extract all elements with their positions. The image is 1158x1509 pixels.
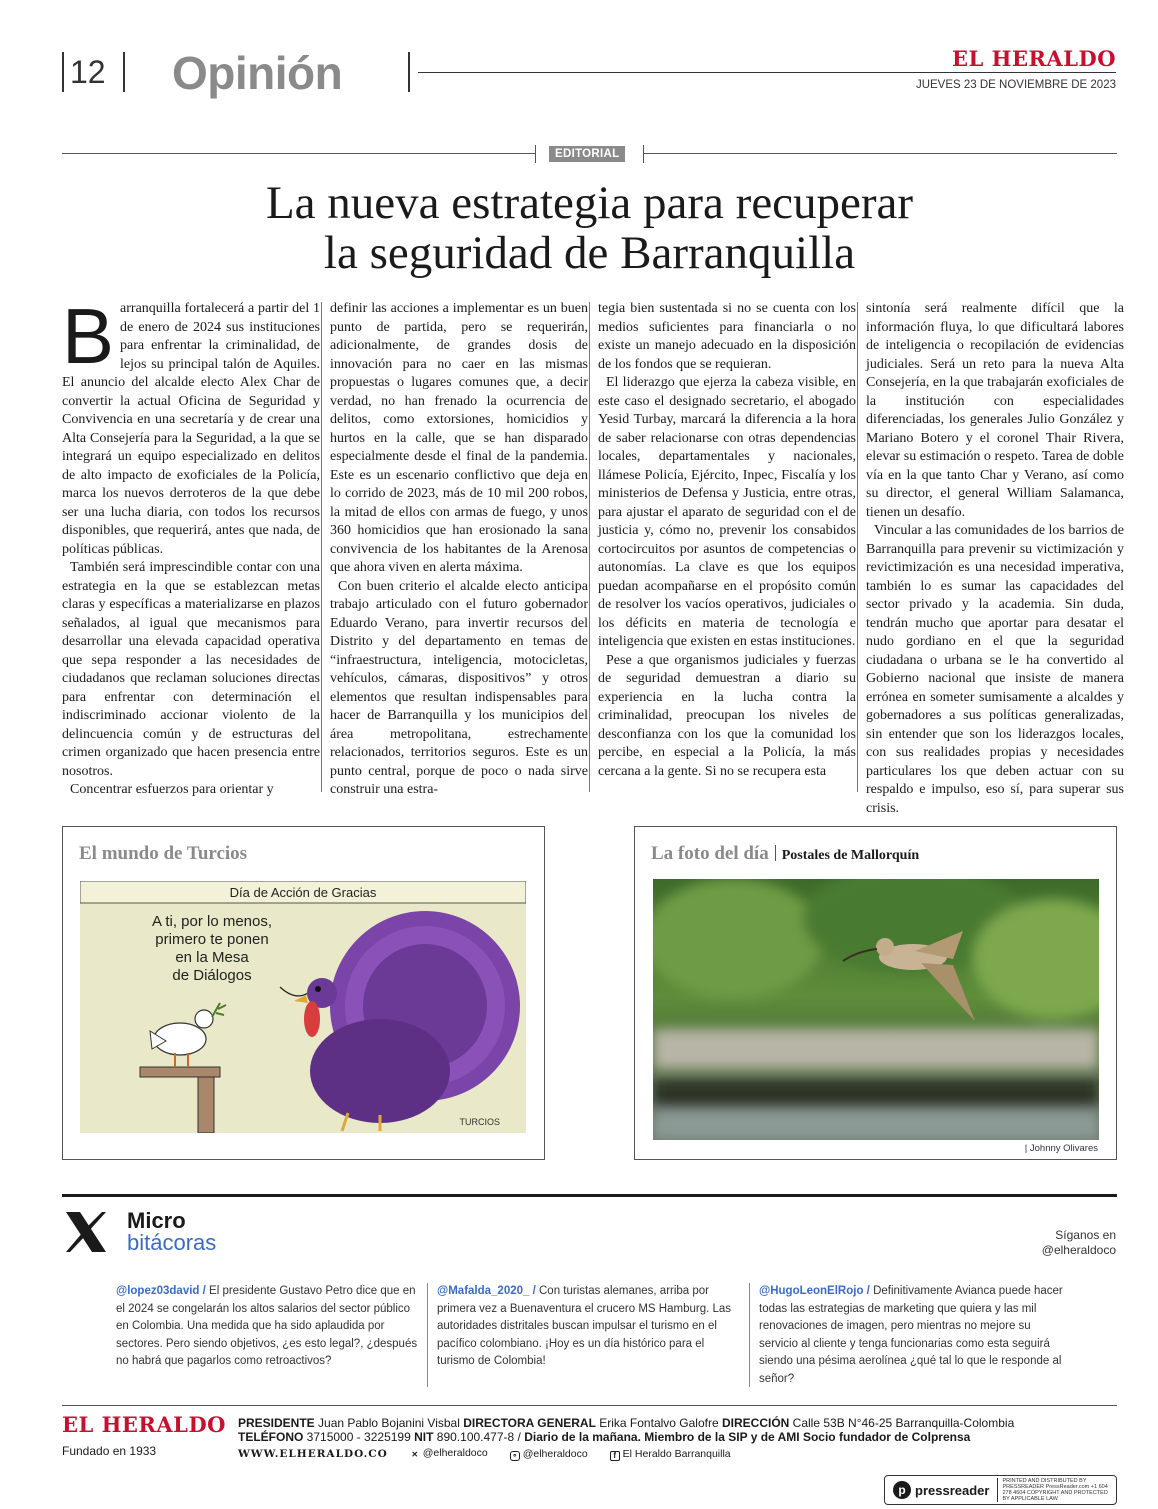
micro-rule bbox=[62, 1194, 1117, 1197]
photo-title: La foto del día bbox=[651, 843, 769, 864]
facebook-link[interactable]: f El Heraldo Barranquilla bbox=[610, 1448, 731, 1461]
instagram-link[interactable]: ∘ @elheraldoco bbox=[510, 1448, 588, 1461]
tweet-divider bbox=[427, 1283, 428, 1387]
editorial-tag: EDITORIAL bbox=[549, 146, 625, 162]
editorial-tick bbox=[535, 145, 536, 163]
imprint-line-2: TELÉFONO 3715000 - 3225199 NIT 890.100.477-8 / Diario de la mañana. Miembro de la SIP y de AMI Socio fundador de Colprensa bbox=[238, 1430, 971, 1444]
footer-logo: EL HERALDO bbox=[62, 1412, 226, 1437]
micro-title: Micro bbox=[127, 1208, 186, 1233]
paragraph: Vincular a las comunidades de los barrios de Barranquilla para prevenir su victimización y revictimización es una necesidad imperativa, también lo es sumar las capacidades del sector privado y la academia. Sin duda, tendrán mucho que aportar para desatar el nudo gordiano en el que la seguridad ciudadana o urbana se le ha convertido al Gobierno nacional que insiste de manera errónea en someter sumisamente a alcaldes y gobernadores a sus políticas generalizadas, sin entender que son los liderazgos locales, con sus realidades propias y necesidades particulares los que deben actuar con su respaldo e impulso, eso sí, para superar sus crisis. bbox=[866, 523, 1124, 816]
paragraph: También será imprescindible contar con una estrategia en la que se establezcan metas claras y específicas a materializarse en plazos señalados, al igual que mecanismos para desarrollar una elevada capacidad operativa que sepa responder a las necesidades de ciudadanos que reclaman soluciones directas para enfrentar con determinación el indiscriminado accionar violento de la delincuencia común y de estructuras del crimen organizado que hacen presencia entre nosotros. bbox=[62, 560, 320, 779]
article-column-1 bbox=[62, 292, 320, 800]
title-divider bbox=[775, 845, 776, 861]
photo-credit: | Johnny Olivares bbox=[1024, 1143, 1098, 1154]
follow-handle[interactable]: @elheraldoco bbox=[1041, 1243, 1116, 1257]
imprint-line-1: PRESIDENTE Juan Pablo Bojanini Visbal DIRECTORA GENERAL Erika Fontalvo Galofre DIRECCIÓN Calle 53B N°46-25 Barranquilla-Colombia bbox=[238, 1416, 1015, 1430]
column-divider bbox=[589, 302, 590, 792]
founded-label: Fundado en 1933 bbox=[62, 1444, 157, 1458]
photo-box-title bbox=[651, 843, 919, 865]
page-number: 12 bbox=[70, 54, 106, 90]
article-column-3 bbox=[598, 300, 856, 781]
speech-line: en la Mesa bbox=[175, 949, 249, 966]
cartoon-box bbox=[62, 826, 545, 1160]
pressreader-icon: p bbox=[893, 1481, 911, 1499]
website-link[interactable]: WWW.ELHERALDO.CO bbox=[238, 1448, 388, 1460]
instagram-icon: ∘ bbox=[510, 1451, 520, 1461]
cartoon-banner: Día de Acción de Gracias bbox=[229, 885, 377, 900]
turkey-cartoon bbox=[80, 881, 526, 1133]
paragraph: Pese a que organismos judiciales y fuerzas de seguridad demuestran a diario su experiencia en la lucha contra la criminalidad, preocupan los niveles de desconfianza con los que la comunidad los percibe, en especial a la Policía, la más cercana a la gente. Si no se recupera esta bbox=[598, 652, 856, 779]
paragraph: El liderazgo que ejerza la cabeza visible, en este caso el designado secretario, el abogado Yesid Turbay, marcará la diferencia a la hora de saber relacionarse con otras dependencias locales, departamentales y nacionales, llámese Policía, Ejército, Inpec, Fiscalía y los ministerios de Defensa y Justicia, entre otras, para ajustar el aparato de seguridad con el de justicia y, cómo no, prevenir los consabidos cortocircuitos por asuntos de competencias o autonomías. La clave es que los equipos puedan acompañarse en el propósito común de resolver los vacíos operativos, judiciales o los déficits en materia de tecnología e inteligencia que existen en estas instituciones. bbox=[598, 375, 856, 649]
speech-line: primero te ponen bbox=[155, 931, 269, 948]
tweet-text: El presidente Gustavo Petro dice que en el 2024 se congelarán los altos salarios del sector público en Colombia. Una medida que ha sido aplaudida por sectores. Pero siendo objetivos, ¿es esto legal?, ¿después no habrá que pagarlos como retroactivos? bbox=[116, 1285, 418, 1367]
micro-subtitle: bitácoras bbox=[127, 1230, 217, 1255]
speech-line: A ti, por lo menos, bbox=[151, 913, 273, 930]
tweet-text: Definitivamente Avianca puede hacer todas las estrategias de marketing que quiera y las mil renovaciones de imagen, pero mientras no mejore su servicio al cliente y tenga funcionarias como esta seguirá siendo una pésima aerolínea ¿qué tal lo que le responde al señor? bbox=[759, 1285, 1063, 1385]
tweet-text: Con turistas alemanes, arriba por primera vez a Buenaventura el crucero MS Hamburg. Las autoridades distritales buscan impulsar el turismo en el pacífico colombiano. ¡Hoy es un día histórico para el turismo de Colombia! bbox=[437, 1285, 732, 1367]
facebook-icon: f bbox=[610, 1451, 620, 1461]
editorial-rule-right bbox=[643, 153, 1117, 154]
social-links bbox=[238, 1447, 731, 1461]
header-divider bbox=[62, 52, 64, 92]
paragraph: Concentrar esfuerzos para orientar y bbox=[70, 782, 274, 797]
article-column-4 bbox=[866, 300, 1124, 818]
pressreader-badge bbox=[884, 1475, 1117, 1505]
paragraph: Con buen criterio el alcalde electo anticipa trabajo articulado con el futuro gobernador Eduardo Verano, para invertir recursos del Distrito y del departamento en temas de “infraestructura, inteligencia, motocicletas, vehículos, cámaras, dispositivos” y otros elementos que resultan indispensables para hacer de Barranquilla y los municipios del área metropolitana, estrechamente relacionados, territorios seguros. Este es un punto central, porque de poco o nada sirve construir una estra- bbox=[330, 578, 588, 797]
editorial-headline bbox=[62, 178, 1117, 278]
photo-box bbox=[634, 826, 1117, 1160]
footer-rule bbox=[62, 1405, 1117, 1406]
pressreader-fine-print: PRINTED AND DISTRIBUTED BY PRESSREADER PressReader.com +1 604 278 4604 COPYRIGHT AND PROTECTED BY APPLICABLE LAW bbox=[997, 1478, 1115, 1502]
imprint bbox=[238, 1416, 1118, 1444]
headline-line-1: La nueva estrategia para recuperar bbox=[265, 177, 914, 229]
header-rule bbox=[418, 72, 1116, 73]
speech-line: de Diálogos bbox=[172, 967, 252, 984]
header-divider bbox=[408, 52, 410, 92]
cartoon-signature: TURCIOS bbox=[459, 1117, 500, 1127]
paragraph: arranquilla fortalecerá a partir del 1 de enero de 2024 sus instituciones para enfrentar la criminalidad, de lejos su principal talón de Aquiles. El anuncio del alcalde electo Alex Char de convertir la actual Oficina de Seguridad y Convivencia en una secretaría y de crear una Alta Consejería para la Seguridad, a la que se integrará un equipo especializado en delitos de alto impacto de exoficiales de la Policía, marca los nuevos derroteros de la que debe ser una lucha diaria, con todos los recursos disponibles, que requerirá, antes que nada, de políticas públicas. bbox=[62, 301, 320, 557]
bird-photo bbox=[653, 879, 1099, 1140]
tweet bbox=[116, 1283, 422, 1371]
tweet-divider bbox=[749, 1283, 750, 1387]
paragraph: sintonía será realmente difícil que la información fluya, lo que dificultará labores de inteligencia o recopilación de evidencias judiciales. Será un reto para la nueva Alta Consejería, en la que trabajarán exoficiales de la institución con especialidades diferenciadas, los generales Julio González y Mariano Botero y el coronel Thair Rivera, elevar su estimación o respeto. Tarea de doble vía en la que tanto Char y Verano, así como su director, el general William Salamanca, tienen un desafío. bbox=[866, 301, 1124, 520]
tweet-handle[interactable]: @Mafalda_2020_ / bbox=[437, 1285, 536, 1297]
headline-line-2: la seguridad de Barranquilla bbox=[323, 227, 856, 279]
section-title: Opinión bbox=[172, 47, 343, 99]
x-icon: ✕ bbox=[411, 1450, 419, 1459]
paragraph: definir las acciones a implementar es un buen punto de partida, pero se requerirán, adicionalmente, de grandes dosis de innovación para no caer en las mismas propuestas o lugares comunes que, a decir verdad, no han frenado la ocurrencia de delitos, como extorsiones, homicidios y hurtos en la calle, que se han disparado especialmente desde el final de la pandemia. Este es un escenario conflictivo que deja en lo corrido de 2023, más de 10 mil 200 robos, la mitad de ellos con armas de fuego, y unos 360 homicidios que han erosionado la sana convivencia de los habitantes de la Arenosa que ahora viven en alerta máxima. bbox=[330, 301, 588, 575]
tweet-handle[interactable]: @lopez03david / bbox=[116, 1285, 206, 1297]
photo-subtitle: Postales de Mallorquín bbox=[781, 848, 920, 863]
x-logo-icon bbox=[62, 1208, 110, 1256]
masthead-logo: EL HERALDO bbox=[952, 46, 1116, 71]
article-column-2 bbox=[330, 300, 588, 800]
issue-date: JUEVES 23 DE NOVIEMBRE DE 2023 bbox=[915, 79, 1116, 91]
header-divider bbox=[123, 52, 125, 92]
tweet bbox=[759, 1283, 1065, 1388]
tweet bbox=[437, 1283, 743, 1371]
tweet-handle[interactable]: @HugoLeonElRojo / bbox=[759, 1285, 870, 1297]
follow-label: Síganos en bbox=[1055, 1228, 1116, 1242]
paragraph: tegia bien sustentada si no se cuenta con los medios suficientes para financiarla o no existe un manejo adecuado en la disposición de los fondos que se requieran. bbox=[598, 301, 856, 372]
editorial-rule-left bbox=[62, 153, 535, 154]
x-link[interactable]: ✕ @elheraldoco bbox=[411, 1447, 488, 1459]
drop-cap: B bbox=[62, 292, 115, 380]
column-divider bbox=[857, 302, 858, 792]
editorial-tick bbox=[643, 145, 644, 163]
column-divider bbox=[321, 302, 322, 792]
pressreader-label: pressreader bbox=[915, 1482, 990, 1498]
cartoon-box-title: El mundo de Turcios bbox=[79, 843, 248, 864]
